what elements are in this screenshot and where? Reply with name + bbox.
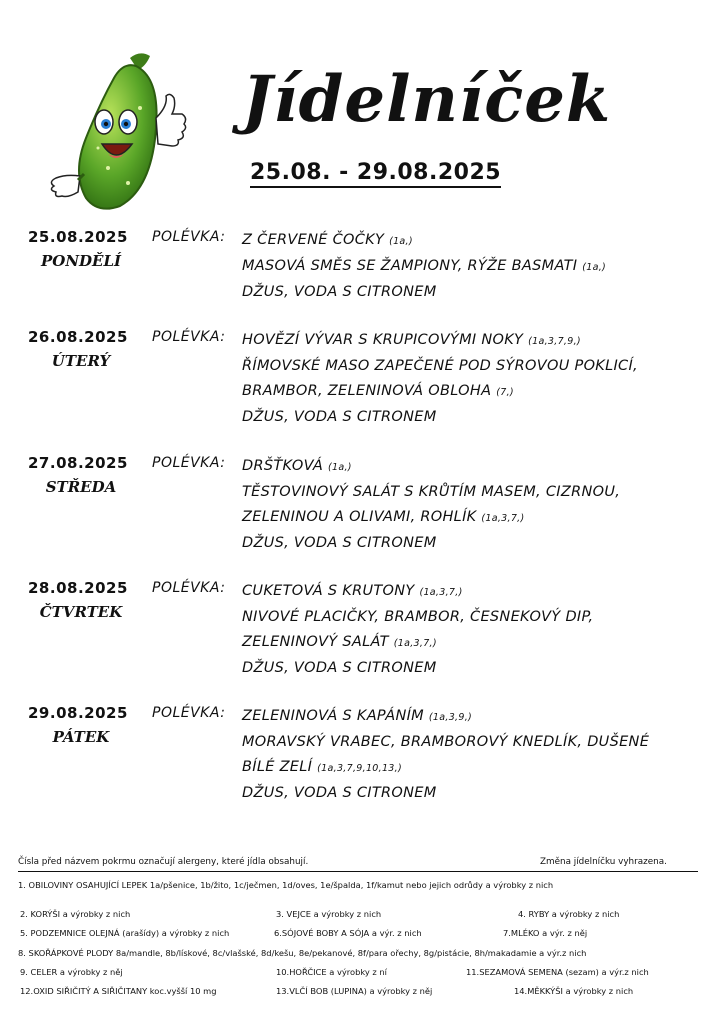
menu-line: ZELENINOVÁ S KAPÁNÍM (1a,3,9,) (242, 708, 473, 724)
zucchini-mascot-icon (28, 48, 188, 213)
allergen-codes: (1a,3,7,9,10,13,) (317, 763, 402, 774)
allergen-note: Čísla před názvem pokrmu označují alergeny, které jídla obsahují. (18, 857, 309, 867)
allergen-codes: (1a,3,7,9,) (528, 336, 581, 347)
menu-lines (242, 704, 682, 806)
menu-lines (242, 328, 682, 430)
allergen-item: 6.SÓJOVÉ BOBY A SÓJA a výr. z nich (274, 928, 422, 938)
page-title: Jídelníček (242, 62, 612, 137)
menu-lines (242, 454, 682, 556)
allergen-item: 9. CELER a výrobky z něj (20, 967, 123, 977)
day-date: 27.08.2025 (28, 454, 128, 472)
allergen-item: 14.MĚKKÝŠI a výrobky z nich (514, 986, 634, 996)
menu-line: NIVOVÉ PLACIČKY, BRAMBOR, ČESNEKOVÝ DIP, (242, 609, 594, 625)
menu-line: Z ČERVENÉ ČOČKY (1a,) (242, 232, 413, 248)
allergen-item: 2. KORÝŠI a výrobky z nich (20, 909, 131, 919)
menu-line: DŽUS, VODA S CITRONEM (242, 660, 437, 676)
menu-line: DŽUS, VODA S CITRONEM (242, 409, 437, 425)
allergen-codes: (1a,) (582, 262, 607, 273)
allergen-codes: (1a,3,7,) (419, 587, 463, 598)
allergen-codes: (1a,) (389, 236, 413, 247)
menu-line: DŽUS, VODA S CITRONEM (242, 785, 437, 801)
allergen-item: 11.SEZAMOVÁ SEMENA (sezam) a výr.z nich (466, 967, 649, 977)
day-name: PONDĚLÍ (40, 252, 122, 270)
day-name: ČTVRTEK (39, 603, 123, 621)
day-name: PÁTEK (52, 728, 110, 746)
allergen-item: 7.MLÉKO a výr. z něj (503, 928, 588, 938)
menu-lines (242, 228, 682, 305)
menu-line: MASOVÁ SMĚS SE ŽAMPIONY, RÝŽE BASMATI (1a,) (242, 258, 607, 274)
menu-line: BÍLÉ ZELÍ (1a,3,7,9,10,13,) (242, 759, 402, 775)
allergen-item: 5. PODZEMNICE OLEJNÁ (arašídy) a výrobky z nich (20, 928, 230, 938)
date-range: 25.08. - 29.08.2025 (250, 160, 501, 188)
allergen-item: 10.HOŘČICE a výrobky z ní (276, 967, 387, 977)
change-note: Změna jídelníčku vyhrazena. (540, 857, 667, 867)
menu-line: ZELENINOVÝ SALÁT (1a,3,7,) (242, 634, 437, 650)
allergen-item: 13.VLČÍ BOB (LUPINA) a výrobky z něj (276, 986, 433, 996)
day-date: 29.08.2025 (28, 704, 128, 722)
menu-line: DRŠŤKOVÁ (1a,) (242, 458, 352, 474)
day-date: 26.08.2025 (28, 328, 128, 346)
day-name: STŘEDA (45, 478, 117, 496)
allergen-codes: (1a,3,9,) (428, 712, 473, 723)
menu-lines (242, 579, 682, 681)
menu-line: MORAVSKÝ VRABEC, BRAMBOROVÝ KNEDLÍK, DUŠENÉ (242, 734, 650, 750)
soup-label: POLÉVKA: (152, 229, 226, 245)
menu-line: CUKETOVÁ S KRUTONY (1a,3,7,) (242, 583, 463, 599)
menu-line: ŘÍMOVSKÉ MASO ZAPEČENÉ POD SÝROVOU POKLICÍ, (242, 358, 638, 374)
soup-label: POLÉVKA: (152, 455, 226, 471)
day-date: 28.08.2025 (28, 579, 128, 597)
menu-line: DŽUS, VODA S CITRONEM (242, 535, 437, 551)
allergen-item: 3. VEJCE a výrobky z nich (276, 909, 382, 919)
menu-line: TĚSTOVINOVÝ SALÁT S KRŮTÍM MASEM, CIZRNOU, (242, 484, 621, 500)
allergen-codes: (1a,) (328, 462, 352, 473)
allergen-item: 1. OBILOVINY OSAHUJÍCÍ LEPEK 1a/pšenice, 1b/žito, 1c/ječmen, 1d/oves, 1e/špalda, 1f/kamut nebo jejich odrůdy a výrobky z nich (18, 880, 554, 890)
allergen-item: 4. RYBY a výrobky z nich (518, 909, 620, 919)
divider (18, 871, 698, 872)
menu-line: HOVĚZÍ VÝVAR S KRUPICOVÝMI NOKY (1a,3,7,9,) (242, 332, 581, 348)
menu-line: DŽUS, VODA S CITRONEM (242, 284, 437, 300)
menu-line: ZELENINOU A OLIVAMI, ROHLÍK (1a,3,7,) (242, 509, 525, 525)
soup-label: POLÉVKA: (152, 329, 226, 345)
allergen-codes: (1a,3,7,) (393, 638, 437, 649)
day-date: 25.08.2025 (28, 228, 128, 246)
allergen-item: 8. SKOŘÁPKOVÉ PLODY 8a/mandle, 8b/lískové, 8c/vlašské, 8d/kešu, 8e/pekanové, 8f/para ořechy, 8g/pistácie, 8h/makadamie a výr.z nich (18, 948, 587, 958)
allergen-codes: (7,) (496, 387, 514, 398)
day-name: ÚTERÝ (51, 352, 111, 370)
menu-line: BRAMBOR, ZELENINOVÁ OBLOHA (7,) (242, 383, 514, 399)
soup-label: POLÉVKA: (152, 705, 226, 721)
allergen-item: 12.OXID SIŘIČITÝ A SIŘIČITANY koc.vyšší 10 mg (20, 986, 217, 996)
allergen-codes: (1a,3,7,) (481, 513, 525, 524)
soup-label: POLÉVKA: (152, 580, 226, 596)
